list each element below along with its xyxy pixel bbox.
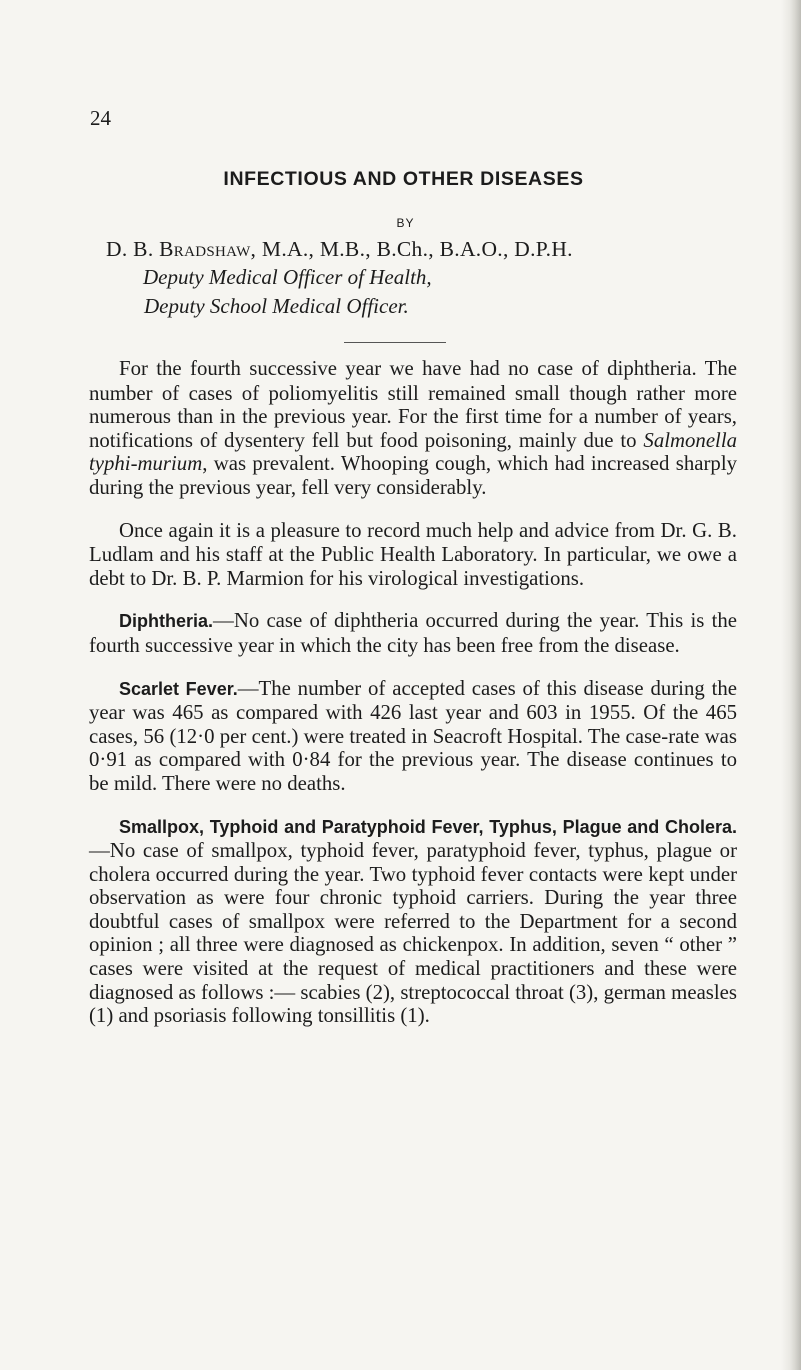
divider-rule <box>344 342 446 343</box>
paragraph-text: Once again it is a pleasure to record much help and advice from Dr. G. B. Ludlam and his staff at the Public Health Laboratory. In particular, we owe a debt to Dr. B. P. Marmion for his virological investigations. <box>89 518 737 590</box>
paragraph-italic: Salmonella typhi-murium <box>89 428 737 476</box>
paragraph-acknowledgement <box>89 519 737 591</box>
by-line: BY <box>396 216 415 230</box>
author-surname: Bradshaw <box>159 237 251 261</box>
paragraph-heading: Diphtheria. <box>119 611 214 632</box>
page-number: 24 <box>90 106 111 130</box>
page-edge-shadow <box>781 0 801 1370</box>
paragraph-text: —No case of smallpox, typhoid fever, paratyphoid fever, typhus, plague or cholera occurred during the year. Two typhoid fever contacts were kept under observation as were four chronic typhoid carriers. During the year three doubtful cases of smallpox were referred to the Department for a second opinion ; all three were diagnosed as chickenpox. In addition, seven “ other ” cases were visited at the request of medical practitioners and these were diagnosed as follows :— scabies (2), streptococcal throat (3), german measles (1) and psoriasis following tonsillitis (1). <box>89 839 737 1028</box>
paragraph-text-after: , was prevalent. Whooping cough, which had increased sharply during the previous year, fell very considerably. <box>89 452 737 499</box>
body-text <box>89 357 737 1047</box>
paragraph-heading: Smallpox, Typhoid and Paratyphoid Fever, Typhus, Plague and Cholera. <box>119 816 737 837</box>
paragraph-text: —The number of accepted cases of this disease during the year was 465 as compared with 426 last year and 603 in 1955. Of the 465 cases, 56 (12·0 per cent.) were treated in Seacroft Hospital. The case-rate was 0·91 as compared with 0·84 for the previous year. The disease continues to be mild. There were no deaths. <box>89 676 737 795</box>
paragraph-diphtheria <box>89 609 737 657</box>
paragraph-intro <box>89 357 737 500</box>
paragraph-scarlet-fever <box>89 677 737 796</box>
author-line <box>106 237 573 262</box>
paragraph-text: —No case of diphtheria occurred during the year. This is the fourth successive year in which the city has been free from the disease. <box>89 609 737 657</box>
paragraph-text: For the fourth successive year we have had no case of diphtheria. The number of cases of poliomyelitis still remained small though rather more numerous than in the previous year. For the first time for a number of years, notifications of dysentery fell but food poisoning, mainly due to <box>89 357 737 452</box>
author-role-2: Deputy School Medical Officer. <box>144 294 409 318</box>
author-qualifications: , M.A., M.B., B.Ch., B.A.O., D.P.H. <box>250 237 573 261</box>
author-role-1: Deputy Medical Officer of Health, <box>143 265 432 289</box>
page-title: INFECTIOUS AND OTHER DISEASES <box>223 168 584 190</box>
paragraph-heading: Scarlet Fever. <box>119 678 238 699</box>
author-initials: D. B. <box>106 237 160 261</box>
paragraph-smallpox-typhoid <box>89 815 737 1028</box>
